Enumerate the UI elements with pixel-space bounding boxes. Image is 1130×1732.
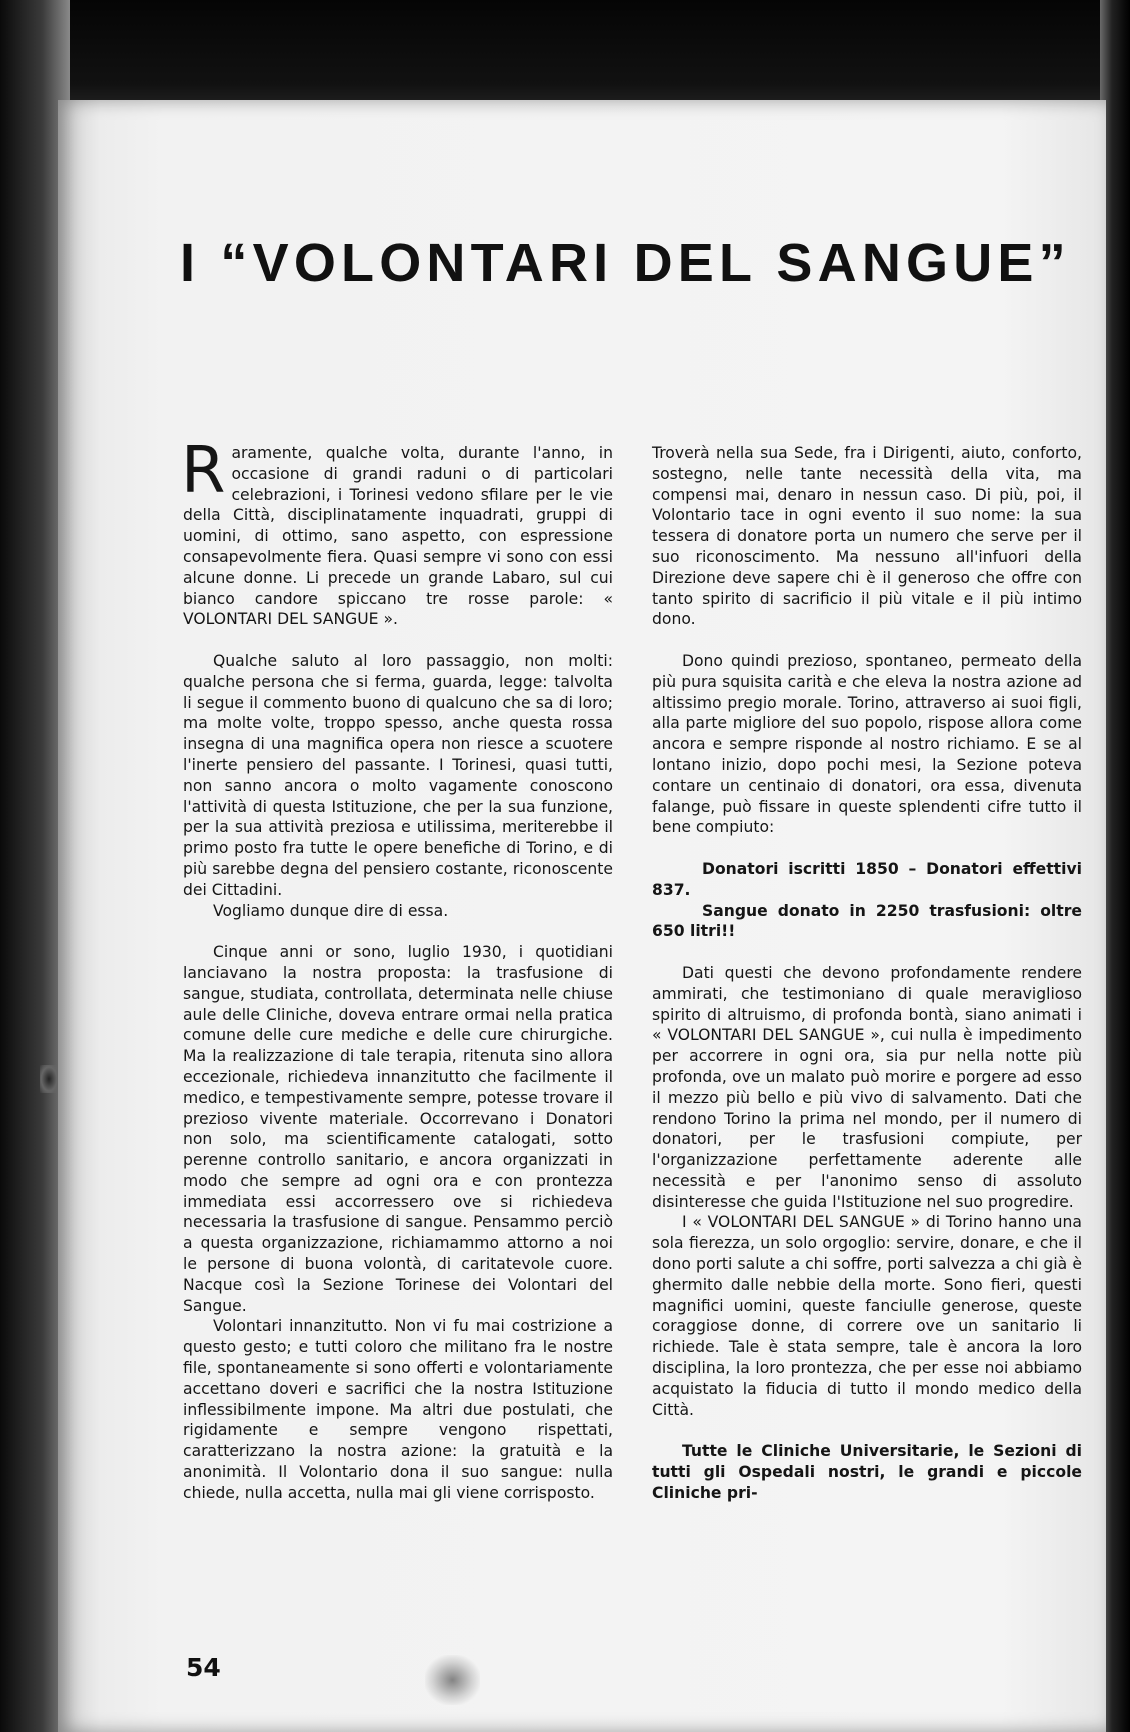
paragraph: Dati questi che devono profondamente rendere ammirati, che testimoniano di quale meraviglioso spirito di altruismo, di profonda bontà, siano animati i « VOLONTARI DEL SANGUE », cui nulla è impedimento per accorrere in ogni ora, sia pur nella notte più profonda, ove un malato può morire e porgere ad esso il mezzo più bello e più vivo di salvamento. Dati che rendono Torino la prima nel mondo, per il numero di donatori, per le trasfusioni compiute, per l'organizzazione perfettamente aderente alle necessità e per l'anonimo senso di assoluto disinteresse che guida l'Istituzione nel suo progredire.	[652, 963, 1082, 1211]
right-text-column	[652, 443, 1082, 1504]
stat-blood-donated: Sangue donato in 2250 trasfusioni: oltre 650 litri!!	[652, 901, 1082, 941]
binding-mark	[40, 1065, 58, 1093]
page-number: 54	[186, 1653, 221, 1682]
left-text-column	[181, 434, 613, 1504]
dropcap-letter: R	[181, 434, 226, 508]
stat-donors: Donatori iscritti 1850 – Donatori effettivi 837.	[652, 859, 1082, 899]
paragraph: Tutte le Cliniche Universitarie, le Sezioni di tutti gli Ospedali nostri, le grandi e piccole Cliniche pri-	[652, 1442, 1082, 1502]
paragraph-opening-text: aramente, qualche volta, durante l'anno, in occasione di grandi raduni o di particolari celebrazioni, i Torinesi vedono sfilare per le vie della Città, disciplinatamente inquadrati, gruppi di uomini, di ottimo, sano aspetto, con espressione consapevolmente fiera. Quasi sempre vi sono con essi alcune donne. Li precede un grande Labaro, sul cui bianco candore spiccano tre rosse parole: « VOLONTARI DEL SANGUE ».	[183, 444, 613, 629]
paragraph: Volontari innanzitutto. Non vi fu mai costrizione a questo gesto; e tutti coloro che militano fra le nostre file, spontaneamente si sono offerti e volontariamente accettano doveri e sacrifici che la nostra Istituzione inflessibilmente impone. Ma altri due postulati, che rigidamente e sempre vengono rispettati, caratterizzano la nostra azione: la gratuità e la anonimità. Il Volontario dona il suo sangue: nulla chiede, nulla accetta, nulla mai gli viene corrisposto.	[183, 1317, 613, 1502]
ink-smudge	[425, 1655, 480, 1705]
paragraph-opening	[181, 434, 613, 630]
paragraph: I « VOLONTARI DEL SANGUE » di Torino hanno una sola fierezza, un solo orgoglio: servire, donare, e che il dono porti salute a chi soffre, porti salvezza a chi già è ghermito dalle nebbie della morte. Sono fieri, questi magnifici uomini, queste fanciulle generose, queste coraggiose donne, di correre ove un sanitario li richiede. Tale è stata sempre, tale è ancora la loro disciplina, la loro prontezza, che per esse noi abbiamo acquistato la fiducia di tutto il mondo medico della Città.	[652, 1213, 1082, 1419]
paragraph: Troverà nella sua Sede, fra i Dirigenti, aiuto, conforto, sostegno, nelle tante necessità della vita, ma compensi mai, denaro in nessun caso. Di più, poi, il Volontario tace in ogni evento il suo nome: la sua tessera di donatore porta un numero che serve per il suo riconoscimento. Ma nessuno all'infuori della Direzione deve sapere chi è il generoso che offre con tanto spirito di sacrificio il più vitale e il più intimo dono.	[652, 444, 1082, 629]
paragraph: Vogliamo dunque dire di essa.	[213, 901, 449, 920]
article-title: I “VOLONTARI DEL SANGUE”	[180, 233, 1071, 293]
paragraph: Qualche saluto al loro passaggio, non molti: qualche persona che si ferma, guarda, legge: talvolta li segue il commento buono di qualcuno che sa di loro; ma molte volte, troppo spesso, anche questa rossa insegna di una magnifica opera non riesce a scuotere l'inerte pensiero del passante. I Torinesi, quasi tutti, non sanno ancora o molto vagamente conoscono l'attività di questa Istituzione, che per la sua funzione, per la sua attività preziosa e utilissima, meriterebbe il primo posto fra tutte le opere benefiche di Torino, e di più sarebbe degna del pensiero costante, riconoscente dei Cittadini.	[183, 651, 613, 899]
paragraph: Cinque anni or sono, luglio 1930, i quotidiani lanciavano la nostra proposta: la trasfusione di sangue, studiata, controllata, determinata nelle chiuse aule delle Cliniche, doveva entrare ormai nella pratica comune delle cure mediche e delle cure chirurgiche. Ma la realizzazione di tale terapia, ritenuta sino allora eccezionale, richiedeva innanzitutto che facilmente il medico, e tempestivamente sempre, potesse trovare il prezioso vivente materiale. Occorrevano i Donatori non solo, ma scientificamente catalogati, sotto perenne controllo sanitario, e ancora organizzati in modo che sempre ad ogni ora e con prontezza immediata essi accorressero ove si richiedeva necessaria la trasfusione di sangue. Pensammo perciò a questa organizzazione, richiamammo attorno a noi le persone di buona volontà, di caritatevole cuore. Nacque così la Sezione Torinese dei Volontari del Sangue.	[183, 943, 613, 1315]
paragraph: Dono quindi prezioso, spontaneo, permeato della più pura squisita carità e che eleva la nostra azione ad altissimo pregio morale. Torino, attraverso ai suoi figli, alla parte migliore del suo popolo, rispose allora come ancora e sempre risponde al nostro richiamo. E se al lontano inizio, dopo pochi mesi, la Sezione poteva contare un centinaio di donatori, ora essa, divenuta falange, può fissare in queste splendenti cifre tutto il bene compiuto:	[652, 651, 1082, 837]
